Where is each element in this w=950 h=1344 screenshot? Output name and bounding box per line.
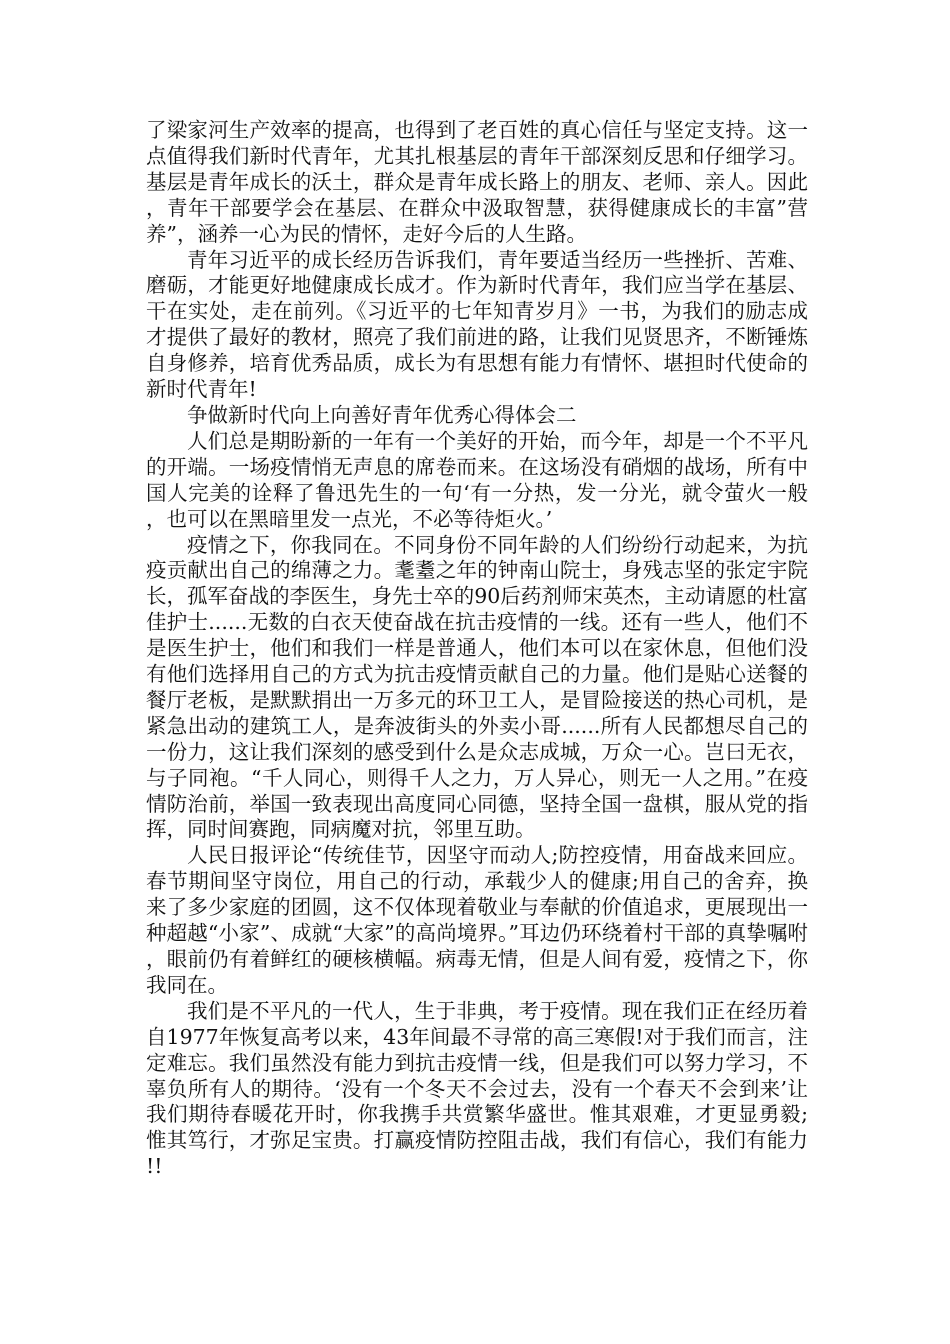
document-page xyxy=(146,118,808,1180)
paragraph-6: 我们是不平凡的一代人，生于非典，考于疫情。现在我们正在经历着自1977年恢复高考以来，43年间最不寻常的高三寒假!对于我们而言，注定难忘。我们虽然没有能力到抗击疫情一线，但是我们可以努力学习，不辜负所有人的期待。‘没有一个冬天不会过去，没有一个春天不会到来’让我们期待春暖花开时，你我携手共赏繁华盛世。惟其艰难，才更显勇毅;惟其笃行，才弥足宝贵。打赢疫情防控阻击战，我们有信心，我们有能力!! xyxy=(146,998,808,1179)
paragraph-1: 了梁家河生产效率的提高，也得到了老百姓的真心信任与坚定支持。这一点值得我们新时代青年，尤其扎根基层的青年干部深刻反思和仔细学习。基层是青年成长的沃土，群众是青年成长路上的朋友、老师、亲人。因此，青年干部要学会在基层、在群众中汲取智慧，获得健康成长的丰富”营养”，涵养一心为民的情怀，走好今后的人生路。 xyxy=(146,118,808,246)
paragraph-2: 青年习近平的成长经历告诉我们，青年要适当经历一些挫折、苦难、磨砺，才能更好地健康成长成才。作为新时代青年，我们应当学在基层、干在实处，走在前列。《习近平的七年知青岁月》一书，为我们的励志成才提供了最好的教材，照亮了我们前进的路，让我们见贤思齐，不断锤炼自身修养，培育优秀品质，成长为有思想有能力有情怀、堪担时代使命的新时代青年! xyxy=(146,247,808,402)
paragraph-5: 人民日报评论“传统佳节，因坚守而动人;防控疫情，用奋战来回应。春节期间坚守岗位，用自己的行动，承载少人的健康;用自己的舍弃，换来了多少家庭的团圆，这不仅体现着敬业与奉献的价值追求，更展现出一种超越“小家”、成就“大家”的高尚境界。”耳边仍环绕着村干部的真挚嘱咐，眼前仍有着鲜红的硬核横幅。病毒无情，但是人间有爱，疫情之下，你我同在。 xyxy=(146,843,808,997)
section-heading: 争做新时代向上向善好青年优秀心得体会二 xyxy=(187,402,577,427)
paragraph-3: 人们总是期盼新的一年有一个美好的开始，而今年，却是一个不平凡的开端。一场疫情悄无声息的席卷而来。在这场没有硝烟的战场，所有中国人完美的诠释了鲁迅先生的一句‘有一分热，发一分光，就令萤火一般，也可以在黑暗里发一点光，不必等待炬火。’ xyxy=(146,428,808,531)
paragraph-4: 疫情之下，你我同在。不同身份不同年龄的人们纷纷行动起来，为抗疫贡献出自己的绵薄之力。耄耋之年的钟南山院士，身残志坚的张定宇院长，孤军奋战的李医生，身先士卒的90后药剂师宋英杰，主动请愿的杜富佳护士......无数的白衣天使奋战在抗击疫情的一线。还有一些人，他们不是医生护士，他们和我们一样是普通人，他们本可以在家休息，但他们没有他们选择用自己的方式为抗击疫情贡献自己的力量。他们是贴心送餐的餐厅老板，是默默捐出一万多元的环卫工人，是冒险接送的热心司机，是紧急出动的建筑工人，是奔波街头的外卖小哥......所有人民都想尽自己的一份力，这让我们深刻的感受到什么是众志成城，万众一心。岂曰无衣，与子同袍。“千人同心，则得千人之力，万人异心，则无一人之用。”在疫情防治前，举国一致表现出高度同心同德，坚持全国一盘棋，服从党的指挥，同时间赛跑，同病魔对抗，邻里互助。 xyxy=(146,532,808,842)
